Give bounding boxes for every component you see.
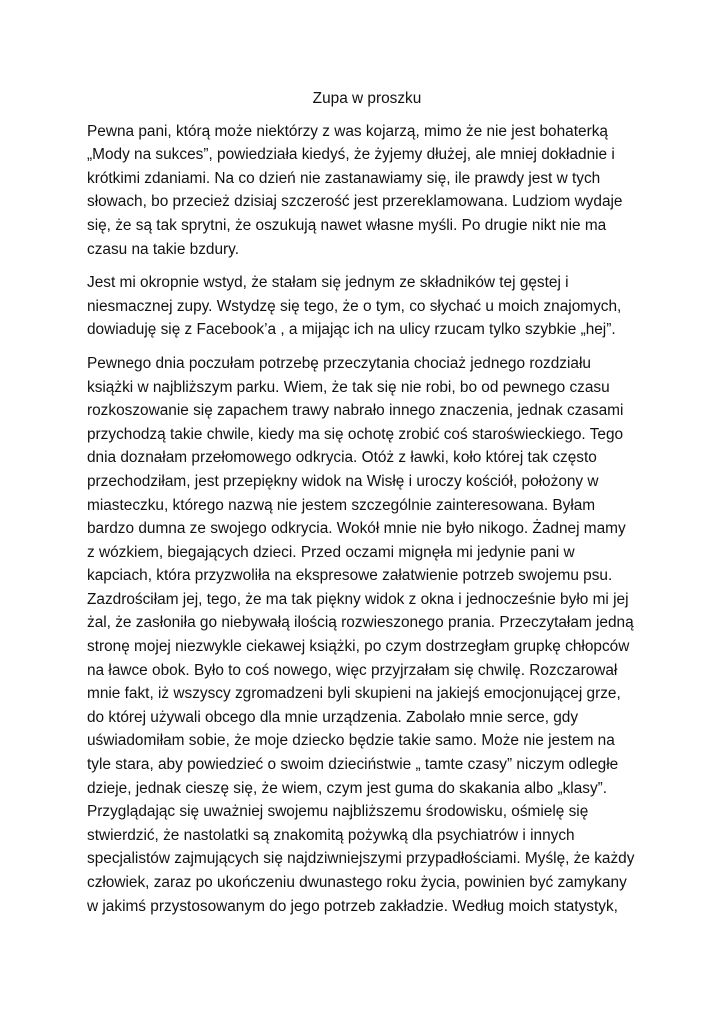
document-page [87,87,647,928]
document-body [87,120,647,919]
paragraph-3 [87,352,647,918]
paragraph-1 [87,120,647,262]
text-line: bardzo dumna ze swojego odkrycia. Wokół mnie nie było nikogo. Żadnej mamy [87,520,626,538]
text-line: miasteczku, którego nazwą nie jestem szczególnie zainteresowana. Byłam [87,496,596,514]
text-line: się, że są tak sprytni, że oszukują nawet własne myśli. Po drugie nikt nie ma [87,216,607,234]
text-line: kapciach, która przyzwoliła na ekspresowe załatwienie potrzeb swojemu psu. [87,567,613,585]
text-line: dzieje, jednak cieszę się, że wiem, czym jest guma do skakania albo „klasy”. [87,779,608,797]
text-line: stwierdzić, że nastolatki są znakomitą pożywką dla psychiatrów i innych [87,826,575,844]
text-line: Zazdrościłam jej, tego, że ma tak piękny widok z okna i jednocześnie było mi jej [87,590,629,608]
text-line: tyle stara, aby powiedzieć o swoim dzieciństwie „ tamte czasy” niczym odległe [87,756,619,774]
text-line: Pewnego dnia poczułam potrzebę przeczytania chociaż jednego rozdziału [87,354,591,372]
text-line: przychodzą takie chwile, kiedy ma się ochotę zrobić coś staroświeckiego. Tego [87,425,624,443]
text-line: na ławce obok. Było to coś nowego, więc przyjrzałam się chwilę. Rozczarował [87,661,618,679]
text-line: Pewna pani, którą może niektórzy z was kojarzą, mimo że nie jest bohaterką [87,122,608,140]
text-line: człowiek, zaraz po ukończeniu dwunastego roku życia, powinien być zamykany [87,874,627,891]
text-line: rozkoszowanie się zapachem trawy nabrało innego znaczenia, jednak czasami [87,402,624,420]
text-line: w jakimś przystosowanym do jego potrzeb zakładzie. Według moich statystyk, [87,897,618,915]
text-line: z wózkiem, biegających dzieci. Przed oczami mignęła mi jedynie pani w [87,543,575,561]
text-line: uświadomiłam sobie, że moje dziecko będzie takie samo. Może nie jestem na [87,732,615,750]
text-line: mnie fakt, iż wszyscy zgromadzeni byli skupieni na jakiejś emocjonującej grze, [87,685,621,703]
text-line: stronę mojej niezwykle ciekawej książki, po czym dostrzegłam grupkę chłopców [87,638,630,656]
text-line: żal, że zasłoniła go niebywałą ilością rozwieszonego prania. Przeczytałam jedną [87,614,634,632]
text-line: czasu na takie bzdury. [87,240,239,258]
document-title: Zupa w proszku [312,90,422,107]
text-line: „Mody na sukces”, powiedziała kiedyś, że żyjemy dłużej, ale mniej dokładnie i [87,146,615,164]
text-line: specjalistów zajmujących się najdziwniejszymi przypadłościami. Myślę, że każdy [87,850,635,868]
text-line: dowiaduję się z Facebook’a , a mijając ich na ulicy rzucam tylko szybkie „hej”. [87,321,616,339]
text-line: przechodziłam, jest przepiękny widok na Wisłę i uroczy kościół, położony w [87,472,599,490]
text-line: niesmacznej zupy. Wstydzę się tego, że o tym, co słychać u moich znajomych, [87,297,622,315]
text-line: słowach, bo przecież dzisiaj szczerość jest przereklamowana. Ludziom wydaje [87,193,623,211]
text-line: Przyglądając się uważniej swojemu najbliższemu środowisku, ośmielę się [87,803,589,821]
text-line: do której używali obcego dla mnie urządzenia. Zabolało mnie serce, gdy [87,708,579,726]
text-line: Jest mi okropnie wstyd, że stałam się jednym ze składników tej gęstej i [87,274,569,292]
text-line: dnia doznałam przełomowego odkrycia. Otóż z ławki, koło której tak często [87,449,597,467]
text-line: książki w najbliższym parku. Wiem, że tak się nie robi, bo od pewnego czasu [87,378,610,396]
paragraph-2 [87,271,647,342]
text-line: krótkimi zdaniami. Na co dzień nie zastanawiamy się, ile prawdy jest w tych [87,169,601,187]
